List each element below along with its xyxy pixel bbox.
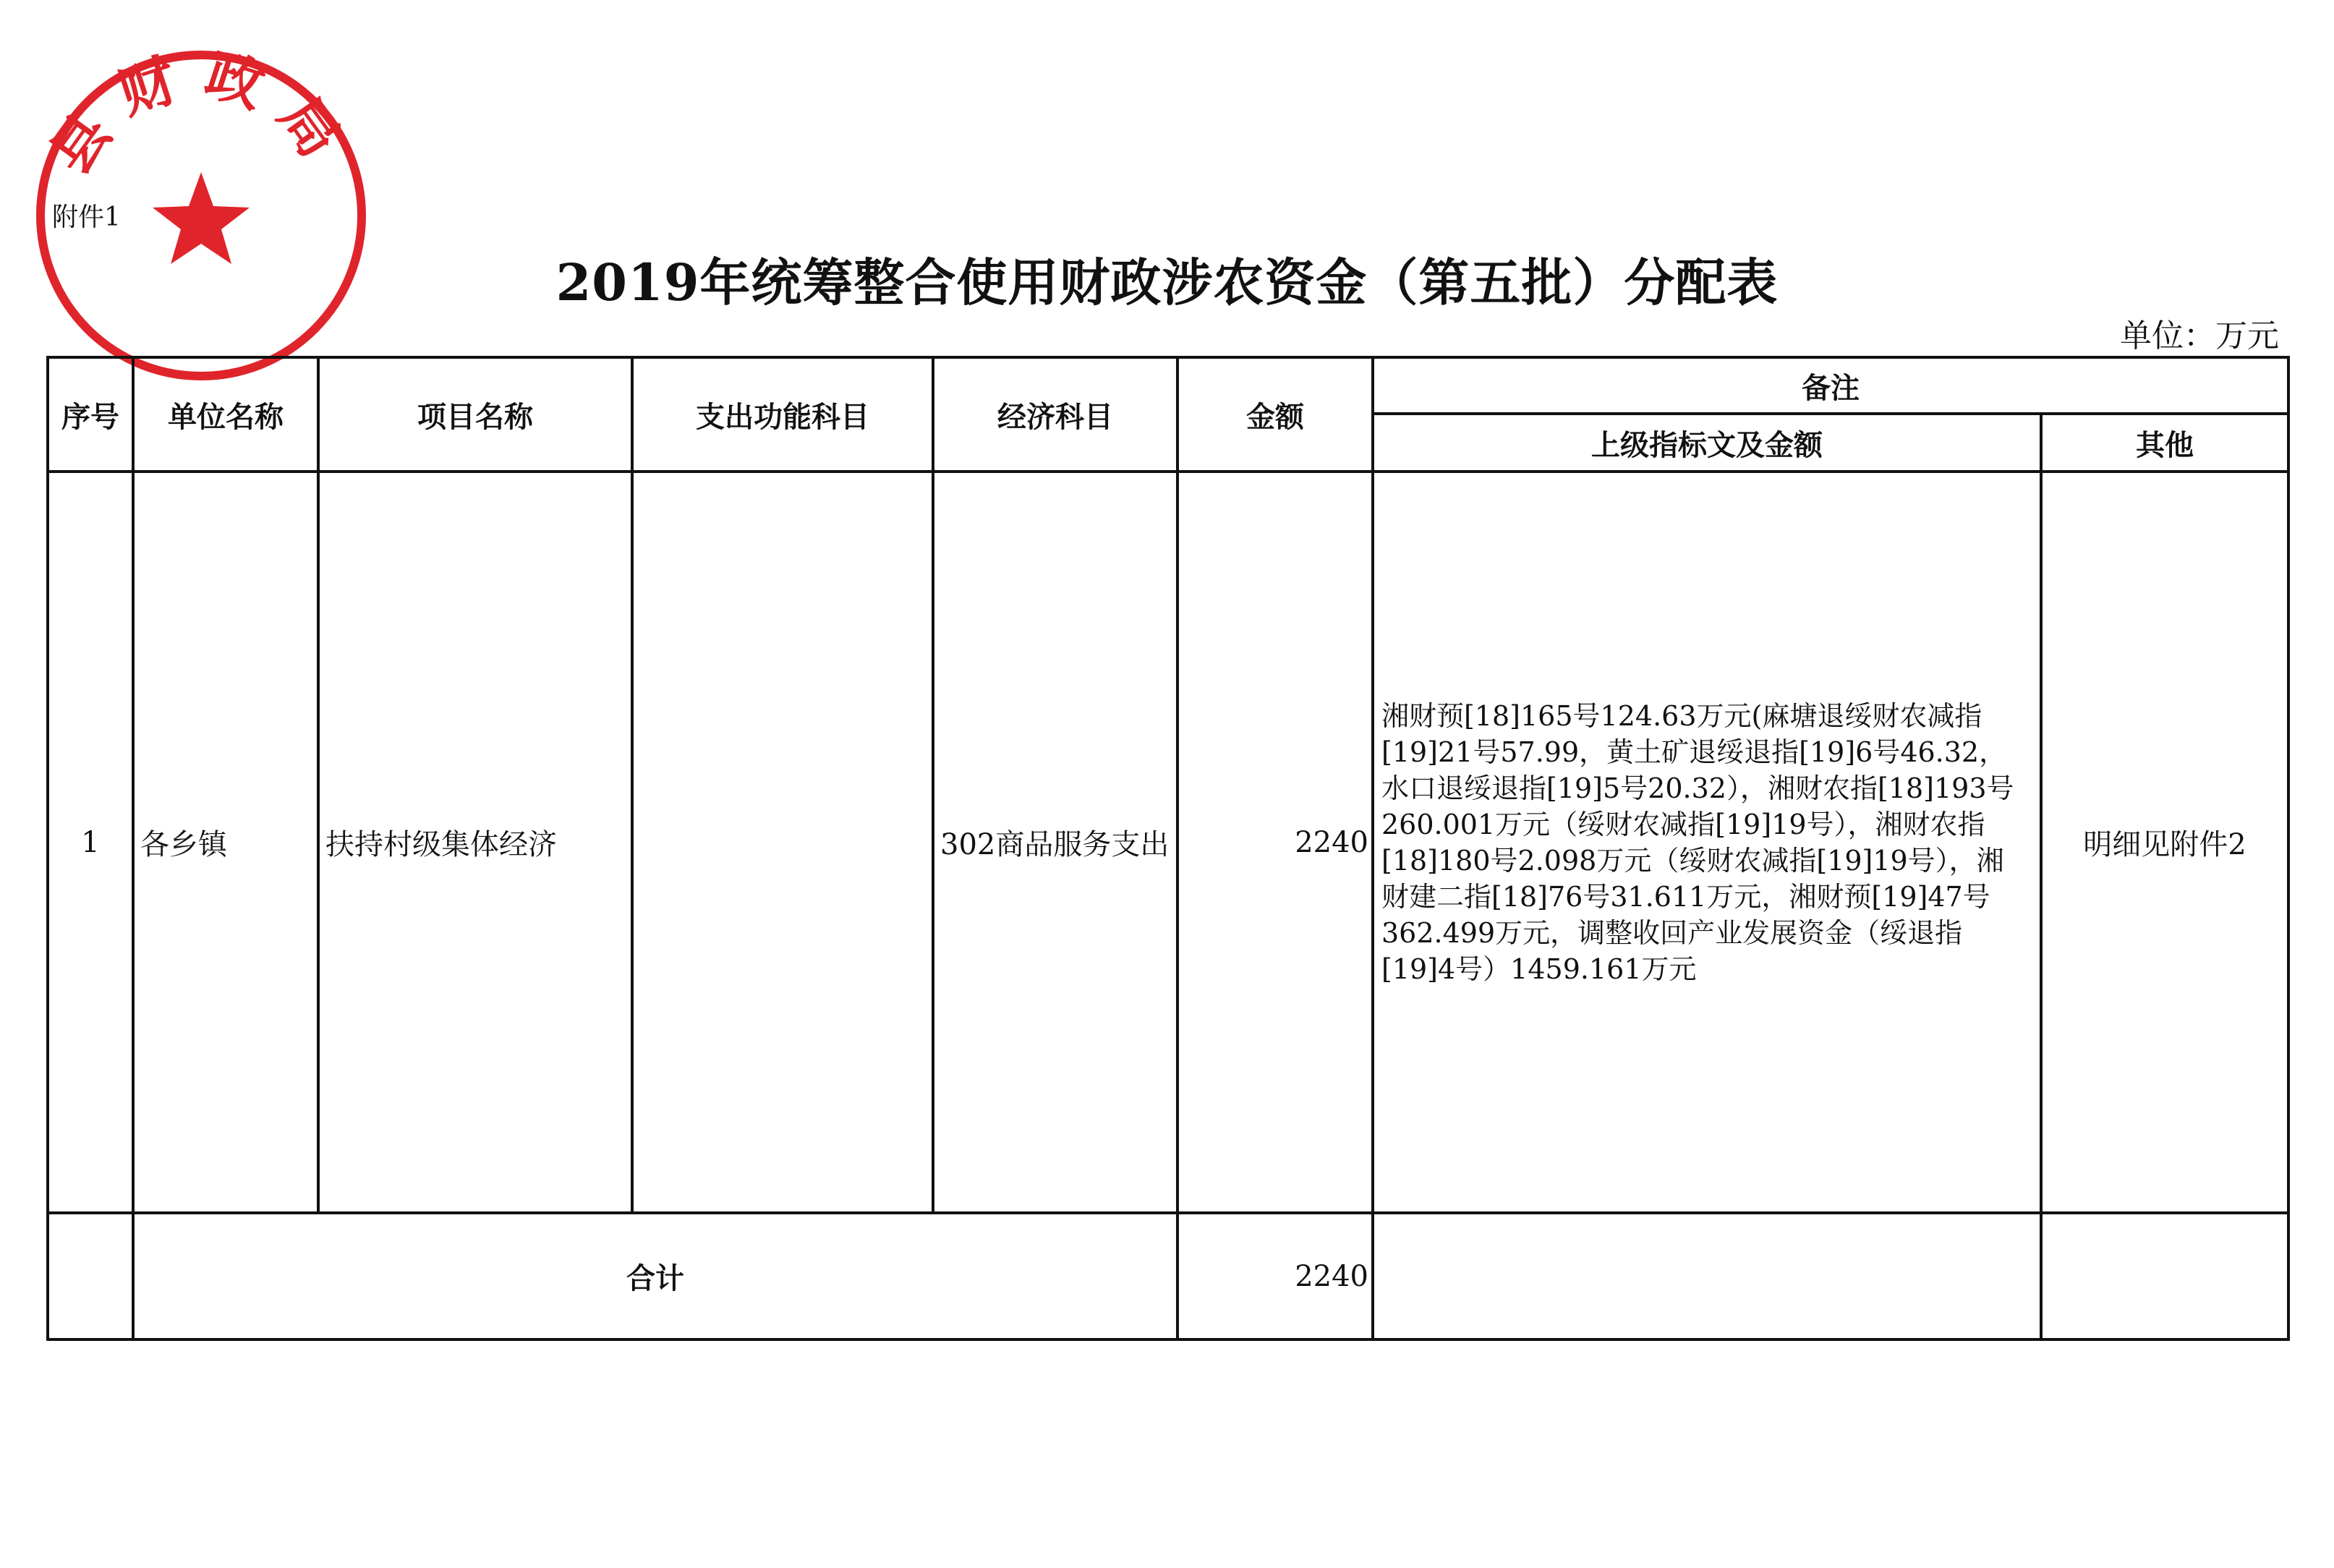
allocation-table	[46, 356, 2290, 1341]
row-project-name: 扶持村级集体经济	[318, 472, 632, 1213]
header-remarks: 备注	[1373, 357, 2288, 414]
header-economic-subject: 经济科目	[933, 357, 1177, 472]
header-other: 其他	[2041, 414, 2288, 472]
total-superior-doc-empty	[1373, 1213, 2041, 1339]
attachment-label: 附件1	[52, 203, 121, 232]
header-seq: 序号	[48, 357, 133, 472]
total-other-empty	[2041, 1213, 2288, 1339]
header-row-1	[48, 357, 2288, 414]
unit-label: 单位：万元	[2120, 318, 2279, 354]
row-amount: 2240	[1177, 472, 1373, 1213]
total-label: 合计	[133, 1213, 1177, 1339]
row-superior-doc: 湘财预[18]165号124.63万元(麻塘退绥财农减指[19]21号57.99，黄土矿退绥退指[19]6号46.32，水口退绥退指[19]5号20.32），湘财农指[18]193号260.001万元（绥财农减指[19]19号），湘财农指[18]180号2.098万元（绥财农减指[19]19号），湘财建二指[18]76号31.611万元，湘财预[19]47号362.499万元，调整收回产业发展资金（绥退指[19]4号）1459.161万元	[1373, 472, 2041, 1213]
header-unit-name: 单位名称	[133, 357, 318, 472]
total-seq-empty	[48, 1213, 133, 1339]
row-economic-subject: 302商品服务支出	[933, 472, 1177, 1213]
row-unit-name: 各乡镇	[133, 472, 318, 1213]
seal-text: 县财政局	[38, 42, 365, 186]
row-seq: 1	[48, 472, 133, 1213]
table-row	[48, 472, 2288, 1213]
header-superior-doc: 上级指标文及金额	[1373, 414, 2041, 472]
total-row	[48, 1213, 2288, 1339]
page-title: 2019年统筹整合使用财政涉农资金（第五批）分配表	[555, 252, 1779, 312]
header-amount: 金额	[1177, 357, 1373, 472]
total-amount: 2240	[1177, 1213, 1373, 1339]
row-other: 明细见附件2	[2041, 472, 2288, 1213]
row-function-subject	[632, 472, 933, 1213]
header-project-name: 项目名称	[318, 357, 632, 472]
header-function-subject: 支出功能科目	[632, 357, 933, 472]
